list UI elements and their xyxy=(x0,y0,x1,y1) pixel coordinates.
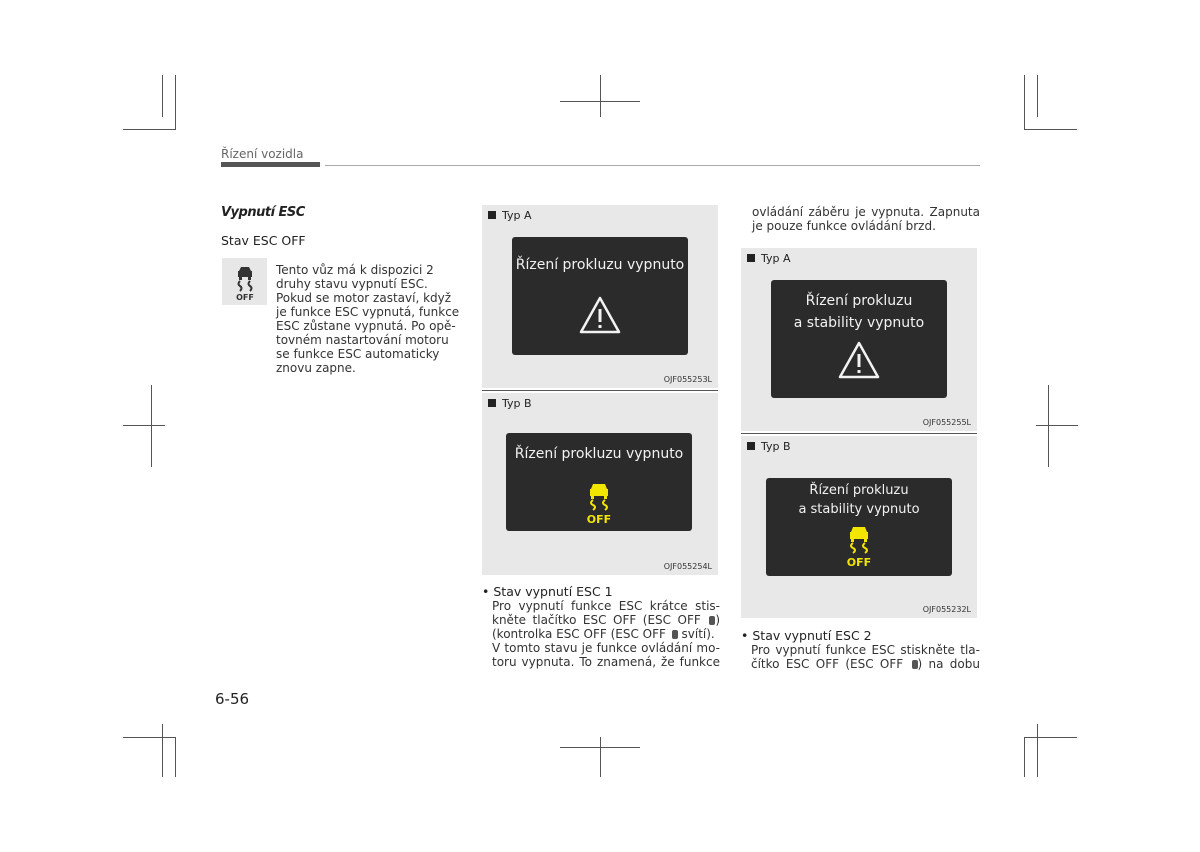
display-message: Řízení prokluzu vypnuto xyxy=(515,257,685,273)
subsection-title: Stav ESC OFF xyxy=(221,233,306,248)
esc-off-warning-icon xyxy=(846,524,872,568)
text-line: je funkce ESC vypnutá, funkce xyxy=(276,305,460,319)
intro-paragraph xyxy=(276,263,461,375)
text-line: tovném nastartování motoru xyxy=(276,333,449,347)
continuation-paragraph xyxy=(752,205,980,233)
warning-triangle-icon xyxy=(837,340,881,380)
bullet-body xyxy=(741,643,980,671)
text-line: Pro vypnutí funkce ESC krátce stis- xyxy=(492,599,720,613)
figure-label: Typ A xyxy=(488,209,532,222)
display-message: Řízení prokluzu vypnuto xyxy=(514,446,684,462)
cluster-display xyxy=(771,280,947,398)
figure-label: Typ B xyxy=(488,397,532,410)
cluster-display xyxy=(506,433,692,531)
header-bar xyxy=(221,162,320,167)
figure-type-b xyxy=(741,436,977,618)
text-line: Pro vypnutí funkce ESC stiskněte tla- xyxy=(751,643,980,657)
figure-type-b xyxy=(482,393,718,575)
figure-code: OJF055255L xyxy=(922,418,971,427)
figure-code: OJF055232L xyxy=(922,605,971,614)
warning-triangle-icon xyxy=(578,295,622,335)
display-line: Řízení prokluzu xyxy=(809,483,909,498)
figure-code: OJF055253L xyxy=(663,375,712,384)
esc-off-indicator xyxy=(222,258,267,305)
section-title: Vypnutí ESC xyxy=(221,205,305,220)
display-line: a stability vypnuto xyxy=(793,315,925,331)
figure-label: Typ B xyxy=(747,440,791,453)
text-line: Pokud se motor zastaví, když xyxy=(276,291,452,305)
text-line: je pouze funkce ovládání brzd. xyxy=(752,219,936,233)
figure-code: OJF055254L xyxy=(663,562,712,571)
icon-off-label: OFF xyxy=(236,293,254,302)
text-line: Tento vůz má k dispozici 2 xyxy=(276,263,434,277)
figure-type-a xyxy=(741,248,977,431)
figure-divider xyxy=(482,390,718,391)
text-line: (kontrolka ESC OFF (ESC OFF svítí). xyxy=(492,627,715,641)
esc-off-warning-icon xyxy=(586,481,612,525)
text-line: toru vypnuta. To znamená, že funkce xyxy=(492,655,720,669)
display-line: Řízení prokluzu xyxy=(805,293,913,309)
header-rule xyxy=(325,165,980,166)
figure-type-a xyxy=(482,205,718,388)
text-line: čítko ESC OFF (ESC OFF ) na dobu xyxy=(751,657,980,671)
bullet-esc-1 xyxy=(482,584,720,669)
text-line: ovládání záběru je vypnuta. Zapnuta xyxy=(752,205,980,219)
section-header: Řízení vozidla xyxy=(221,147,304,161)
bullet-body xyxy=(482,599,720,669)
text-line: V tomto stavu je funkce ovládání mo- xyxy=(492,641,720,655)
text-line: znovu zapne. xyxy=(276,361,356,375)
figure-divider xyxy=(741,433,977,434)
display-line: a stability vypnuto xyxy=(798,502,920,517)
text-line: se funkce ESC automaticky xyxy=(276,347,440,361)
bullet-title: • Stav vypnutí ESC 2 xyxy=(741,628,872,643)
bullet-esc-2 xyxy=(741,628,980,671)
text-line: druhy stavu vypnutí ESC. xyxy=(276,277,428,291)
text-line: kněte tlačítko ESC OFF (ESC OFF ) xyxy=(492,613,720,627)
cluster-display xyxy=(512,237,688,355)
display-message xyxy=(766,481,952,519)
off-label: OFF xyxy=(586,513,612,525)
esc-off-icon xyxy=(222,258,267,305)
bullet-title: • Stav vypnutí ESC 1 xyxy=(482,584,613,599)
cluster-display xyxy=(766,478,952,576)
text-line: ESC zůstane vypnutá. Po opě- xyxy=(276,319,456,333)
display-message xyxy=(771,290,947,334)
figure-label: Typ A xyxy=(747,252,791,265)
page-number: 6-56 xyxy=(215,690,250,708)
off-label: OFF xyxy=(846,556,872,568)
